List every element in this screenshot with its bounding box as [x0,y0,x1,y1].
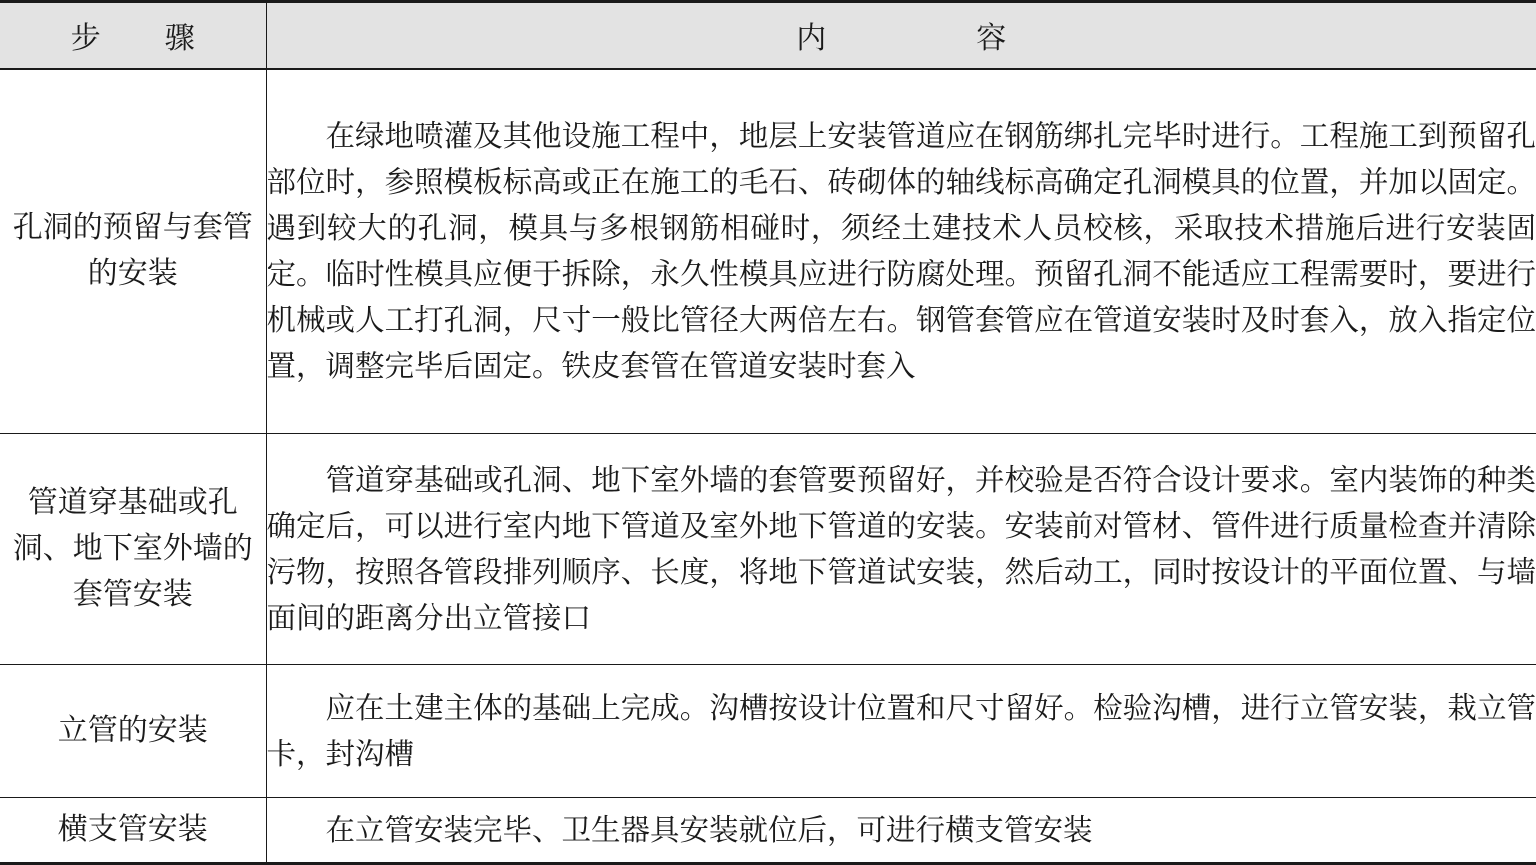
table-body [0,69,1536,864]
step-content-text: 在绿地喷灌及其他设施工程中，地层上安装管道应在钢筋绑扎完毕时进行。工程施工到预留孔部位时，参照模板标高或正在施工的毛石、砖砌体的轴线标高确定孔洞模具的位置，并加以固定。遇到较大的孔洞，模具与多根钢筋相碰时，须经土建技术人员校核，采取技术措施后进行安装固定。临时性模具应便于拆除，永久性模具应进行防腐处理。预留孔洞不能适应工程需要时，要进行机械或人工打孔洞，尺寸一般比管径大两倍左右。钢管套管应在管道安装时及时套入，放入指定位置，调整完毕后固定。铁皮套管在管道安装时套入 [266,119,1536,384]
step-content-cell [266,665,1536,798]
header-step-cell [0,2,266,69]
table-row [0,434,1536,665]
header-content-label: 内容 [796,21,1157,57]
header-step-label: 步骤 [70,21,259,57]
step-name-cell: 孔洞的预留与套管的安装 [0,69,266,434]
step-content-text: 在立管安装完毕、卫生器具安装就位后，可进行横支管安装 [325,813,1093,847]
table-header [0,2,1536,69]
header-row [0,2,1536,69]
header-content-cell [266,2,1536,69]
table-row [0,798,1536,864]
step-name-cell: 立管的安装 [0,665,266,798]
table-row [0,665,1536,798]
table-row [0,69,1536,434]
step-name-cell: 管道穿基础或孔洞、地下室外墙的套管安装 [0,434,266,665]
step-content-cell [266,798,1536,864]
step-content-text: 应在土建主体的基础上完成。沟槽按设计位置和尺寸留好。检验沟槽，进行立管安装，栽立管卡，封沟槽 [266,691,1536,771]
step-content-cell [266,69,1536,434]
step-name-cell: 横支管安装 [0,798,266,864]
step-content-text: 管道穿基础或孔洞、地下室外墙的套管要预留好，并校验是否符合设计要求。室内装饰的种类确定后，可以进行室内地下管道及室外地下管道的安装。安装前对管材、管件进行质量检查并清除污物，按照各管段排列顺序、长度，将地下管道试安装，然后动工，同时按设计的平面位置、与墙面间的距离分出立管接口 [266,463,1536,635]
step-content-cell [266,434,1536,665]
